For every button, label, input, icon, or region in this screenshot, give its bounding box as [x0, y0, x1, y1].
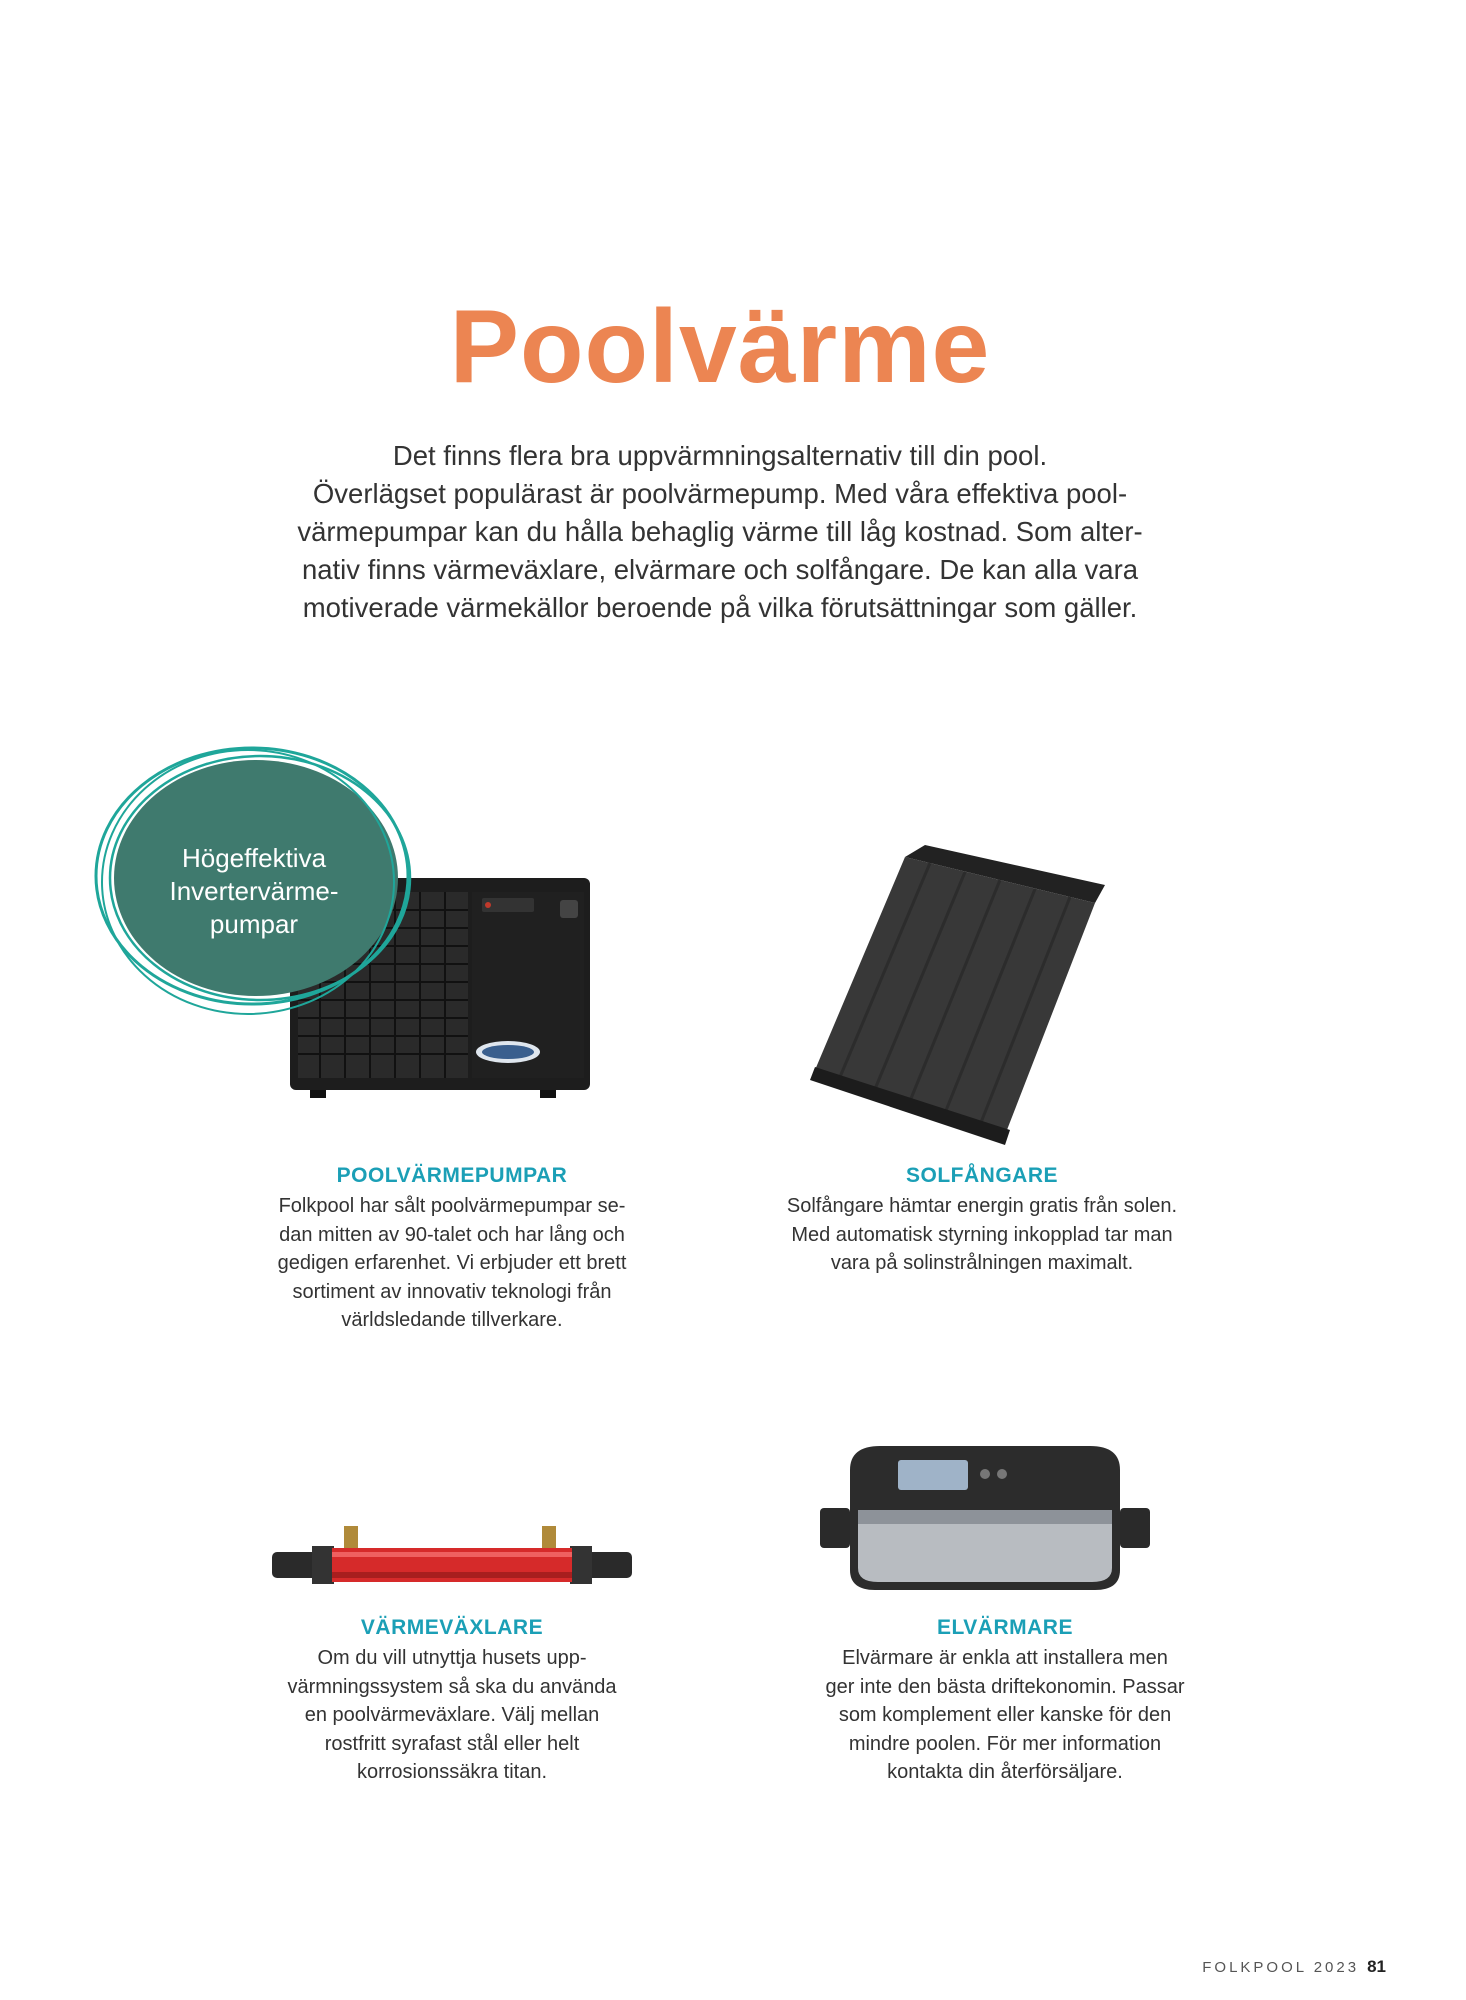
product-text-electric-heater [780, 1644, 1230, 1787]
intro-line: värmepumpar kan du hålla behaglig värme till låg kostnad. Som alter- [297, 516, 1143, 547]
text-line: mindre poolen. För mer information [848, 1732, 1162, 1755]
text-line: vara på solinstrålningen maximalt. [830, 1252, 1134, 1274]
text-line: gedigen erfarenhet. Vi erbjuder ett brett [277, 1252, 627, 1274]
text-line: som komplement eller kanske för den [838, 1704, 1172, 1726]
text-line: Om du vill utnyttja husets upp- [317, 1647, 587, 1669]
intro-line: motiverade värmekällor beroende på vilka förutsättningar som gäller. [302, 592, 1138, 623]
text-line: en poolvärmeväxlare. Välj mellan [304, 1704, 600, 1726]
text-line: dan mitten av 90-talet och har lång och [279, 1223, 625, 1246]
intro-line: nativ finns värmeväxlare, elvärmare och solfångare. De kan alla vara [301, 554, 1139, 585]
text-line: kontakta din återförsäljare. [887, 1761, 1123, 1783]
badge-line: Högeffektiva [181, 843, 327, 873]
text-line: rostfritt syrafast stål eller helt [324, 1732, 580, 1755]
electric-heater-image [820, 1440, 1150, 1600]
product-title-heat-pumps: POOLVÄRMEPUMPAR [336, 1164, 568, 1187]
intro-line: Överlägset populärast är poolvärmepump. Med våra effektiva pool- [312, 478, 1128, 509]
intro-line: Det finns flera bra uppvärmningsalternativ till din pool. [392, 440, 1048, 471]
footer-brand: FOLKPOOL 2023 [1202, 1959, 1360, 1976]
text-line: världsledande tillverkare. [341, 1309, 563, 1331]
text-line: sortiment av innovativ teknologi från [292, 1280, 612, 1303]
text-line: Folkpool har sålt poolvärmepumpar se- [278, 1195, 626, 1217]
page-footer [1202, 1957, 1386, 1977]
page-number: 81 [1367, 1957, 1386, 1976]
solar-collector-image [805, 845, 1115, 1145]
text-line: korrosionssäkra titan. [356, 1761, 548, 1783]
text-line: värmningssystem så ska du använda [287, 1675, 617, 1698]
badge-line: Invertervärme- [169, 876, 339, 906]
text-line: Elvärmare är enkla att installera men [842, 1647, 1168, 1669]
text-line: ger inte den bästa driftekonomin. Passar [825, 1675, 1185, 1698]
product-text-heat-exchanger [232, 1644, 672, 1787]
product-text-heat-pumps [232, 1192, 672, 1335]
product-title-heat-exchanger: VÄRMEVÄXLARE [360, 1616, 544, 1639]
product-text-solar [752, 1192, 1212, 1278]
text-line: Solfångare hämtar energin gratis från solen. [786, 1195, 1178, 1217]
product-title-electric-heater: ELVÄRMARE [937, 1616, 1073, 1639]
heat-exchanger-image [272, 1520, 632, 1600]
badge-text [128, 842, 380, 941]
text-line: Med automatisk styrning inkopplad tar man [791, 1223, 1173, 1246]
product-title-solar: SOLFÅNGARE [906, 1164, 1058, 1187]
page-title: Poolvärme [449, 289, 991, 405]
intro-paragraph [283, 437, 1157, 627]
badge-line: pumpar [209, 909, 299, 939]
